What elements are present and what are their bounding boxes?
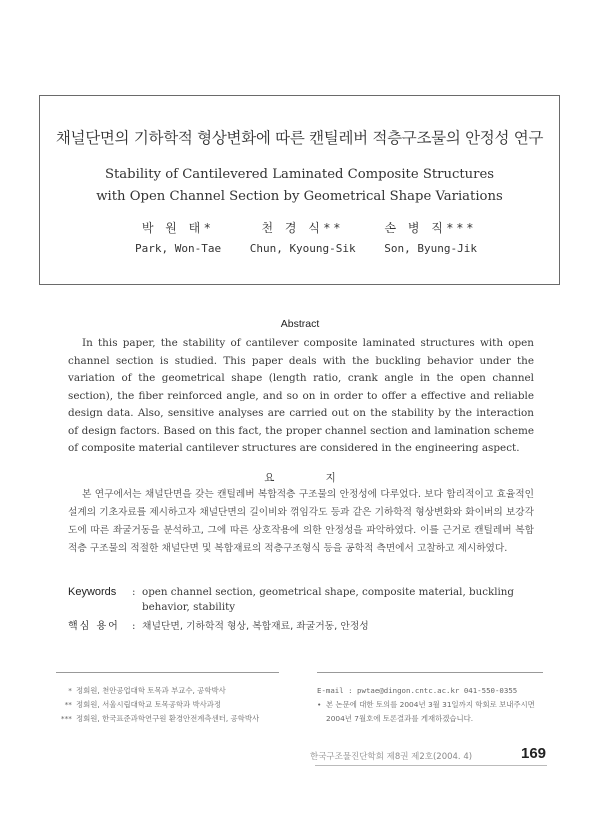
- affiliation-text: 정회원, 서울시립대학교 토목공학과 박사과정: [76, 700, 222, 709]
- affiliation-mark: ***: [60, 714, 72, 723]
- abstract-text: In this paper, the stability of cantilever composite laminated structures with open channel section is studied. This paper deals with the buckling behavior under the variation of the geometrical shape (length ratio, crank angle in the open channel section), the fiber reinforced angle, and so on in order to offer a effective and reliable design data. Also, sensitive analyses are carried out on the stability by the interaction of design factors. Based on this fact, the proper channel section and lamination scheme of composite material cantilever structures are considered in the engineering aspect.: [68, 337, 534, 454]
- author-list: [135, 219, 477, 255]
- author-name-english: Chun, Kyoung-Sik: [249, 242, 356, 255]
- page-number: 169: [521, 745, 547, 762]
- discussion-note-text: 본 논문에 대한 토의를 2004년 3월 31일까지 학회로 보내주시면 2004년 7월호에 토론결과를 게재하겠습니다.: [326, 700, 535, 723]
- author-3: [384, 219, 477, 255]
- author-affiliations: [56, 684, 296, 726]
- author-2: [250, 219, 356, 255]
- journal-citation: 한국구조물진단학회 제8권 제2호(2004. 4): [310, 752, 473, 762]
- author-name-english: Son, Byung-Jik: [384, 242, 477, 255]
- footer-divider: [315, 765, 547, 766]
- author-name-korean: 박 원 태*: [141, 221, 215, 235]
- paper-title-korean: 채널단면의 기하학적 형상변화에 따른 캔틸레버 적층구조물의 안정성 연구: [55, 129, 544, 147]
- affiliation-text: 정회원, 한국표준과학연구원 환경안전계측센터, 공학박사: [76, 714, 260, 723]
- summary-korean-text: 본 연구에서는 채널단면을 갖는 캔틸레버 복합적층 구조물의 안정성에 다루었다. 보다 합리적이고 효율적인 설계의 기초자료를 제시하고자 채널단면의 길이비와 꺾임각도 등과 같은 기하학적 형상변화와 화이버의 보강각도에 따른 좌굴거동을 분석하고, 그에 따른 상호작용에 의한 안정성을 파악하였다. 이를 근거로 캔틸레버 복합적층 구조물의 적절한 채널단면 및 복합재료의 적층구조형식 등을 공학적 측면에서 고찰하고 제시하였다.: [68, 489, 534, 554]
- paper-title-english-line-2: with Open Channel Section by Geometrical Shape Variations: [96, 188, 503, 204]
- author-name-korean: 천 경 식**: [261, 221, 344, 235]
- keywords-colon: :: [132, 586, 136, 598]
- contact-email: E-mail : pwtae@dingon.cntc.ac.kr 041-550-0355: [317, 686, 518, 695]
- keywords-value: open channel section, geometrical shape, composite material, buckling behavior, stability: [142, 586, 515, 613]
- affiliation-item: [56, 698, 296, 712]
- bullet-icon: •: [317, 700, 322, 709]
- affiliation-mark: **: [64, 700, 72, 709]
- keywords-korean-value: 채널단면, 기하학적 형상, 복합재료, 좌굴거동, 안정성: [142, 621, 369, 632]
- affiliation-item: [56, 684, 296, 698]
- correspondence-notes: [317, 684, 547, 726]
- author-name-english: Park, Won-Tae: [135, 242, 222, 255]
- keywords-section: [68, 585, 534, 634]
- keywords-label: Keywords: [68, 586, 117, 598]
- title-box: [39, 95, 560, 285]
- abstract-heading: Abstract: [280, 318, 320, 330]
- affiliation-mark: *: [68, 686, 72, 695]
- keywords-english: [68, 585, 534, 615]
- footnote-divider-left: [56, 672, 279, 673]
- discussion-note: [317, 698, 547, 726]
- summary-korean-heading: 요 지: [264, 472, 360, 484]
- keywords-colon: :: [132, 620, 136, 632]
- paper-title-english: [40, 164, 559, 207]
- author-name-korean: 손 병 직***: [384, 221, 477, 235]
- keywords-korean: [68, 619, 534, 634]
- paper-title-english-line-1: Stability of Cantilevered Laminated Composite Structures: [104, 167, 495, 182]
- footnote-divider-right: [317, 672, 543, 673]
- author-1: [135, 219, 221, 255]
- keywords-korean-label: 핵심 용어: [68, 621, 120, 632]
- affiliation-item: [56, 712, 296, 726]
- affiliation-text: 정회원, 천안공업대학 토목과 부교수, 공학박사: [76, 686, 226, 695]
